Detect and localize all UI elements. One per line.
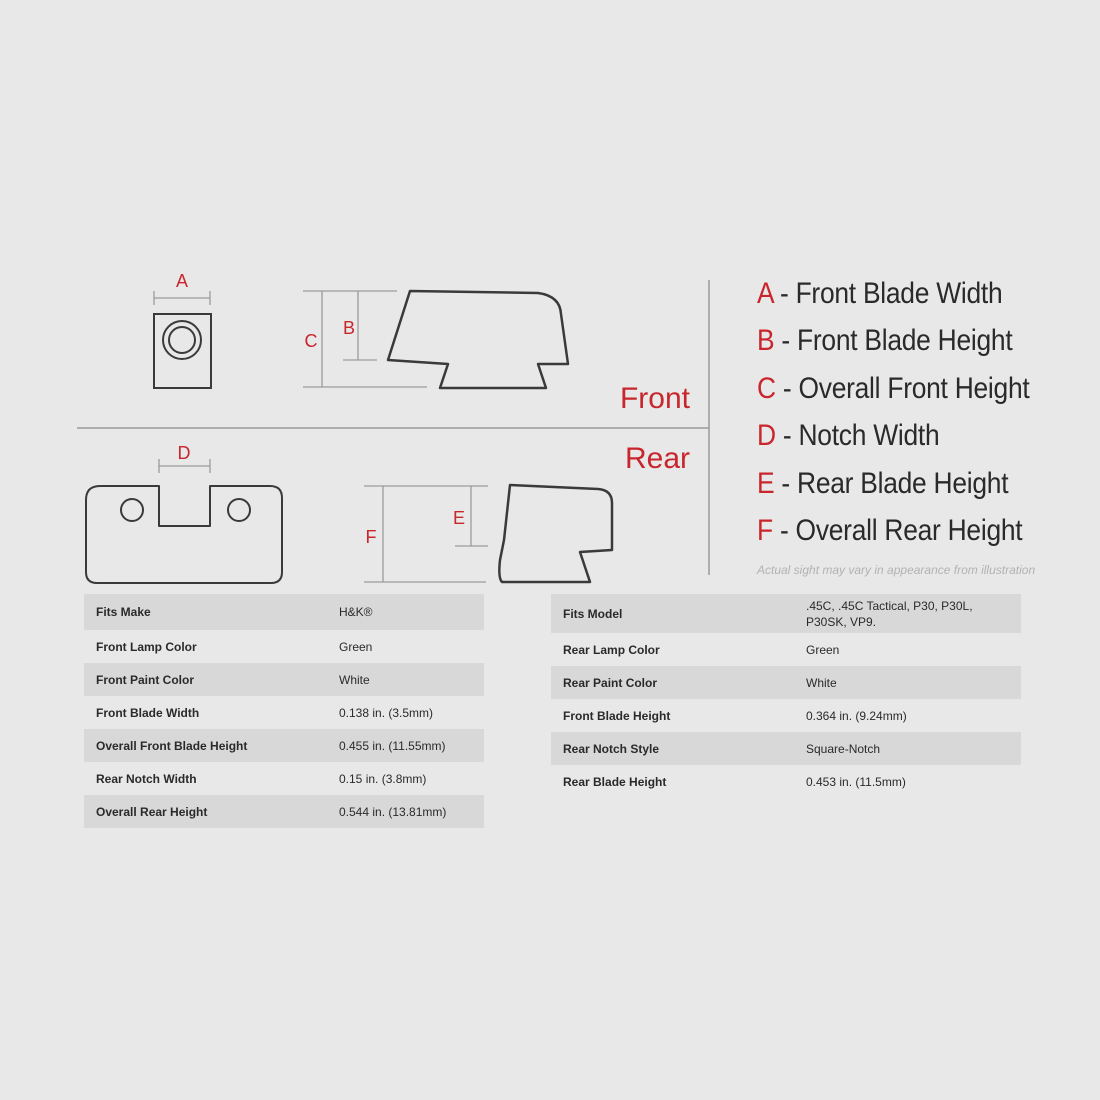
- rear-sight-side-view: [364, 485, 612, 582]
- spec-value: Square-Notch: [794, 732, 1021, 765]
- spec-table-left: [84, 594, 484, 828]
- table-row: [84, 594, 484, 630]
- table-row: [551, 666, 1021, 699]
- legend-item-c: [757, 365, 1029, 412]
- legend-letter: B: [757, 324, 775, 358]
- spec-table-right: [551, 594, 1021, 798]
- spec-value: 0.455 in. (11.55mm): [327, 729, 484, 762]
- spec-value: 0.453 in. (11.5mm): [806, 774, 906, 789]
- table-row: [551, 633, 1021, 666]
- spec-label: Fits Make: [84, 594, 327, 630]
- spec-label: Fits Model: [551, 594, 794, 633]
- table-row: [84, 762, 484, 795]
- legend-item-d: [757, 412, 1029, 459]
- spec-label: Rear Notch Style: [551, 732, 794, 765]
- table-row: [84, 729, 484, 762]
- spec-label: Overall Rear Height: [84, 795, 327, 828]
- table-row: [551, 732, 1021, 765]
- dimension-label-e: E: [452, 508, 466, 528]
- spec-label: Rear Notch Width: [96, 771, 197, 786]
- table-row: [84, 696, 484, 729]
- spec-value: Green: [339, 639, 373, 654]
- front-section-label: Front: [619, 382, 690, 415]
- spec-label: Front Lamp Color: [96, 639, 197, 654]
- legend-item-b: [757, 317, 1029, 364]
- rear-section-label: Rear: [624, 442, 690, 475]
- legend-item-a: [757, 270, 1029, 317]
- dimension-label-c: C: [304, 331, 318, 351]
- legend-text: - Overall Rear Height: [779, 513, 1023, 547]
- legend-letter: F: [757, 513, 773, 547]
- spec-value: 0.364 in. (9.24mm): [806, 708, 907, 723]
- dimension-legend: [757, 270, 1067, 554]
- legend-letter: A: [757, 277, 773, 310]
- spec-value: 0.15 in. (3.8mm): [339, 771, 427, 786]
- spec-value: Green: [806, 642, 840, 657]
- disclaimer-note: Actual sight may vary in appearance from illustration: [757, 563, 1036, 577]
- legend-letter: E: [757, 466, 775, 500]
- legend-text: - Overall Front Height: [782, 371, 1030, 405]
- legend-text: - Front Blade Width: [779, 277, 1003, 310]
- table-row: [551, 765, 1021, 798]
- spec-label: Rear Paint Color: [551, 666, 794, 699]
- front-blade-end-view: [154, 291, 211, 388]
- spec-value: .45C, .45C Tactical, P30, P30L, P30SK, VP9.: [794, 594, 1021, 633]
- spec-value: White: [327, 663, 484, 696]
- table-row: [84, 630, 484, 663]
- table-row: [551, 594, 1021, 633]
- rear-sight-end-view: [86, 459, 282, 583]
- table-row: [84, 663, 484, 696]
- legend-letter: D: [757, 419, 776, 453]
- spec-label: Overall Front Blade Height: [84, 729, 327, 762]
- legend-text: - Rear Blade Height: [781, 466, 1009, 500]
- spec-value: H&K®: [327, 594, 484, 630]
- front-blade-side-view: [303, 291, 568, 388]
- spec-label: Front Blade Width: [96, 705, 200, 720]
- spec-label: Front Paint Color: [84, 663, 327, 696]
- legend-text: - Notch Width: [782, 419, 940, 453]
- spec-value: White: [794, 666, 1021, 699]
- dimension-label-a: A: [175, 271, 189, 291]
- table-row: [84, 795, 484, 828]
- dimension-label-f: F: [365, 527, 377, 547]
- legend-item-f: [757, 507, 1029, 554]
- spec-label: Front Blade Height: [563, 708, 671, 723]
- spec-label: Rear Lamp Color: [563, 642, 660, 657]
- dimension-label-b: B: [342, 318, 356, 338]
- legend-letter: C: [757, 371, 776, 405]
- dimension-label-d: D: [177, 443, 191, 463]
- spec-label: Rear Blade Height: [563, 774, 667, 789]
- legend-text: - Front Blade Height: [781, 324, 1013, 358]
- spec-value: 0.544 in. (13.81mm): [327, 795, 484, 828]
- legend-item-e: [757, 460, 1029, 507]
- table-row: [551, 699, 1021, 732]
- spec-value: 0.138 in. (3.5mm): [339, 705, 434, 720]
